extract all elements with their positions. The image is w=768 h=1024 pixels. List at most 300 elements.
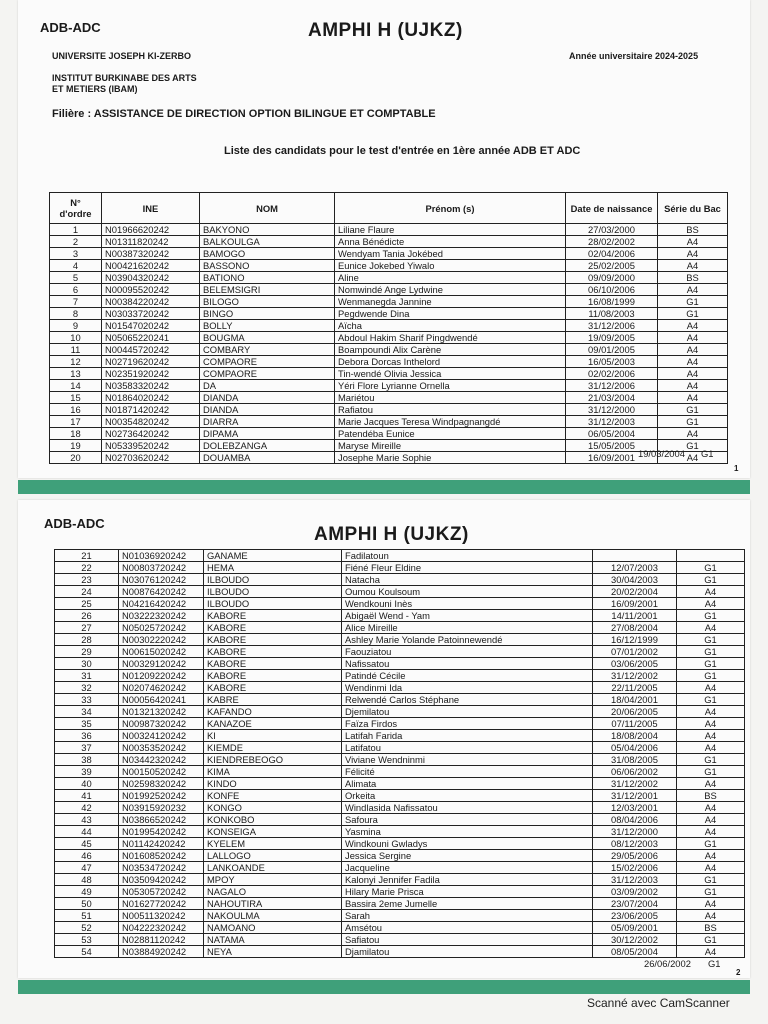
cell-prenom: Boampoundi Alix Carène	[335, 344, 566, 356]
cell-prenom: Alimata	[342, 778, 593, 790]
cell-prenom: Safoura	[342, 814, 593, 826]
cell-bac: BS	[677, 922, 745, 934]
cell-bac: A4	[677, 910, 745, 922]
cell-nom: NAKOULMA	[204, 910, 342, 922]
cell-ine: N01871420242	[102, 404, 200, 416]
cell-ine: N05065220241	[102, 332, 200, 344]
cell-ordre: 21	[55, 550, 119, 562]
cell-date: 02/04/2006	[566, 248, 658, 260]
cell-ordre: 13	[50, 368, 102, 380]
cell-ine: N05305720242	[119, 886, 204, 898]
cell-bac: G1	[677, 658, 745, 670]
cell-bac: G1	[677, 934, 745, 946]
cell-bac	[677, 550, 745, 562]
cell-date: 16/12/1999	[593, 634, 677, 646]
cell-nom: KABORE	[204, 670, 342, 682]
cell-bac: A4	[677, 622, 745, 634]
cell-prenom: Aïcha	[335, 320, 566, 332]
cell-ordre: 22	[55, 562, 119, 574]
cell-prenom: Aline	[335, 272, 566, 284]
cell-date: 20/02/2004	[593, 586, 677, 598]
cell-date: 06/10/2006	[566, 284, 658, 296]
cell-nom: DA	[200, 380, 335, 392]
table-row	[55, 694, 745, 706]
cell-prenom: Relwendé Carlos Stéphane	[342, 694, 593, 706]
column-header-date: Date de naissance	[566, 193, 658, 224]
cell-prenom: Oumou Koulsoum	[342, 586, 593, 598]
cell-ordre: 40	[55, 778, 119, 790]
cell-ine: N00324120242	[119, 730, 204, 742]
cell-prenom: Anna Bénédicte	[335, 236, 566, 248]
cell-nom: DIARRA	[200, 416, 335, 428]
scan-divider	[18, 480, 750, 494]
cell-date: 30/04/2003	[593, 574, 677, 586]
cell-nom: NEYA	[204, 946, 342, 958]
cell-nom: BILOGO	[200, 296, 335, 308]
table-row	[55, 862, 745, 874]
trailing-bac: G1	[708, 958, 721, 969]
cell-nom: KABORE	[204, 622, 342, 634]
table-row	[50, 284, 728, 296]
cell-ordre: 34	[55, 706, 119, 718]
cell-ine: N00354820242	[102, 416, 200, 428]
cell-date: 02/02/2006	[566, 368, 658, 380]
cell-nom: KANAZOE	[204, 718, 342, 730]
candidates-table-1	[49, 192, 728, 464]
cell-nom: COMBARY	[200, 344, 335, 356]
cell-bac: A4	[677, 586, 745, 598]
cell-prenom: Viviane Wendninmi	[342, 754, 593, 766]
cell-ordre: 27	[55, 622, 119, 634]
cell-ine: N00615020242	[119, 646, 204, 658]
cell-date: 21/03/2004	[566, 392, 658, 404]
cell-nom: KABRE	[204, 694, 342, 706]
cell-ine: N01209220242	[119, 670, 204, 682]
cell-date: 30/12/2002	[593, 934, 677, 946]
column-header-prenom: Prénom (s)	[335, 193, 566, 224]
cell-ordre: 18	[50, 428, 102, 440]
cell-ine: N01992520242	[119, 790, 204, 802]
cell-prenom: Tin-wendé Olivia Jessica	[335, 368, 566, 380]
cell-bac: A4	[677, 862, 745, 874]
cell-date: 12/07/2003	[593, 562, 677, 574]
cell-ine: N02074620242	[119, 682, 204, 694]
cell-bac: A4	[658, 320, 728, 332]
cell-bac: A4	[677, 826, 745, 838]
cell-nom: BINGO	[200, 308, 335, 320]
table-row	[50, 428, 728, 440]
cell-bac: G1	[658, 404, 728, 416]
trailing-date: 26/06/2002	[644, 958, 691, 969]
table-header-row	[50, 193, 728, 224]
cell-bac: A4	[658, 452, 728, 464]
cell-ine: N00987320242	[119, 718, 204, 730]
table-row	[55, 646, 745, 658]
cell-prenom: Sarah	[342, 910, 593, 922]
table-row	[55, 706, 745, 718]
cell-ordre: 2	[50, 236, 102, 248]
cell-bac: G1	[677, 874, 745, 886]
cell-bac: A4	[677, 718, 745, 730]
cell-prenom: Debora Dorcas Inthelord	[335, 356, 566, 368]
cell-bac: G1	[677, 838, 745, 850]
cell-bac: G1	[677, 694, 745, 706]
cell-date: 31/12/2000	[593, 826, 677, 838]
cell-date: 05/04/2006	[593, 742, 677, 754]
cell-ordre: 26	[55, 610, 119, 622]
cell-ine: N00095520242	[102, 284, 200, 296]
cell-ordre: 5	[50, 272, 102, 284]
cell-date: 12/03/2001	[593, 802, 677, 814]
cell-ine: N03509420242	[119, 874, 204, 886]
cell-prenom: Jacqueline	[342, 862, 593, 874]
cell-ine: N03884920242	[119, 946, 204, 958]
cell-ordre: 44	[55, 826, 119, 838]
cell-ordre: 45	[55, 838, 119, 850]
table-row	[55, 898, 745, 910]
cell-bac: A4	[677, 946, 745, 958]
cell-ordre: 35	[55, 718, 119, 730]
cell-bac: G1	[677, 766, 745, 778]
cell-date: 27/03/2000	[566, 224, 658, 236]
table-row	[55, 742, 745, 754]
cell-prenom: Djemilatou	[342, 706, 593, 718]
cell-nom: KABORE	[204, 658, 342, 670]
cell-prenom: Windlasida Nafissatou	[342, 802, 593, 814]
cell-bac: A4	[677, 598, 745, 610]
cell-ordre: 7	[50, 296, 102, 308]
cell-bac: A4	[658, 332, 728, 344]
cell-date: 25/02/2005	[566, 260, 658, 272]
cell-date: 03/06/2005	[593, 658, 677, 670]
table-row	[55, 910, 745, 922]
cell-prenom: Hilary Marie Prisca	[342, 886, 593, 898]
cell-prenom: Maryse Mireille	[335, 440, 566, 452]
cell-ordre: 37	[55, 742, 119, 754]
cell-nom: KIMA	[204, 766, 342, 778]
cell-ordre: 1	[50, 224, 102, 236]
cell-bac: A4	[677, 814, 745, 826]
cell-date: 09/09/2000	[566, 272, 658, 284]
cell-date: 31/12/2002	[593, 778, 677, 790]
cell-bac: A4	[677, 730, 745, 742]
column-header-bac: Série du Bac	[658, 193, 728, 224]
cell-ordre: 31	[55, 670, 119, 682]
cell-prenom: Wendinmi Ida	[342, 682, 593, 694]
academic-year: Année universitaire 2024-2025	[569, 51, 699, 61]
cell-ordre: 32	[55, 682, 119, 694]
cell-ine: N01627720242	[119, 898, 204, 910]
cell-date: 31/12/2006	[566, 320, 658, 332]
trailing-bac: G1	[701, 448, 714, 459]
cell-date: 31/12/2003	[566, 416, 658, 428]
cell-ine: N00387320242	[102, 248, 200, 260]
cell-prenom: Ashley Marie Yolande Patoinnewendé	[342, 634, 593, 646]
cell-prenom: Wendyam Tania Jokébed	[335, 248, 566, 260]
table-row	[55, 682, 745, 694]
cell-date: 09/01/2005	[566, 344, 658, 356]
table-row	[55, 766, 745, 778]
cell-ine: N00803720242	[119, 562, 204, 574]
cell-date: 18/04/2001	[593, 694, 677, 706]
cell-ine: N03222320242	[119, 610, 204, 622]
cell-ordre: 50	[55, 898, 119, 910]
cell-date: 20/06/2005	[593, 706, 677, 718]
cell-ine: N00876420242	[119, 586, 204, 598]
cell-prenom: Safiatou	[342, 934, 593, 946]
cell-nom: HEMA	[204, 562, 342, 574]
page-number: 1	[734, 464, 739, 473]
table-row	[55, 814, 745, 826]
cell-nom: COMPAORE	[200, 356, 335, 368]
cell-ordre: 9	[50, 320, 102, 332]
cell-date: 22/11/2005	[593, 682, 677, 694]
cell-bac: A4	[677, 898, 745, 910]
cell-date: 15/02/2006	[593, 862, 677, 874]
cell-ine: N01864020242	[102, 392, 200, 404]
cell-ine: N03866520242	[119, 814, 204, 826]
cell-prenom: Jessica Sergine	[342, 850, 593, 862]
cell-ordre: 20	[50, 452, 102, 464]
cell-prenom: Nafissatou	[342, 658, 593, 670]
table-row	[55, 922, 745, 934]
table-row	[50, 368, 728, 380]
table-row	[55, 946, 745, 958]
table-row	[55, 658, 745, 670]
cell-ordre: 24	[55, 586, 119, 598]
cell-ine: N02703620242	[102, 452, 200, 464]
cell-ine: N05339520242	[102, 440, 200, 452]
cell-date: 16/09/2001	[593, 598, 677, 610]
table-row	[55, 718, 745, 730]
cell-ine: N00150520242	[119, 766, 204, 778]
cell-nom: NAGALO	[204, 886, 342, 898]
cell-ine: N01142420242	[119, 838, 204, 850]
cell-ine: N02736420242	[102, 428, 200, 440]
cell-ordre: 11	[50, 344, 102, 356]
cell-ordre: 33	[55, 694, 119, 706]
cell-nom: DIANDA	[200, 392, 335, 404]
cell-nom: BOLLY	[200, 320, 335, 332]
cell-bac: A4	[677, 742, 745, 754]
table-row	[50, 380, 728, 392]
cell-ordre: 17	[50, 416, 102, 428]
cell-nom: BELEMSIGRI	[200, 284, 335, 296]
cell-bac: A4	[677, 802, 745, 814]
cell-prenom: Natacha	[342, 574, 593, 586]
cell-date: 23/06/2005	[593, 910, 677, 922]
cell-ine: N03076120242	[119, 574, 204, 586]
table-row	[50, 392, 728, 404]
list-title: Liste des candidats pour le test d'entrée en 1ère année ADB ET ADC	[224, 145, 581, 157]
cell-bac: G1	[658, 296, 728, 308]
table-row	[55, 634, 745, 646]
cell-ordre: 3	[50, 248, 102, 260]
cell-nom: KABORE	[204, 634, 342, 646]
cell-bac: BS	[658, 224, 728, 236]
cell-nom: ILBOUDO	[204, 586, 342, 598]
cell-bac: G1	[658, 416, 728, 428]
cell-ordre: 52	[55, 922, 119, 934]
cell-ine: N01995420242	[119, 826, 204, 838]
cell-date: 08/05/2004	[593, 946, 677, 958]
cell-nom: KABORE	[204, 682, 342, 694]
cell-bac: G1	[677, 670, 745, 682]
cell-nom: ILBOUDO	[204, 598, 342, 610]
cell-ordre: 36	[55, 730, 119, 742]
table-row	[55, 730, 745, 742]
cell-date: 08/04/2006	[593, 814, 677, 826]
cell-prenom: Marie Jacques Teresa Windpagnangdé	[335, 416, 566, 428]
document-page-2	[18, 500, 750, 978]
cell-date: 31/08/2005	[593, 754, 677, 766]
document-page-1	[18, 0, 750, 478]
page-number: 2	[736, 968, 741, 977]
cell-nom: KYELEM	[204, 838, 342, 850]
column-header-nom: NOM	[200, 193, 335, 224]
cell-nom: KIEMDE	[204, 742, 342, 754]
cell-nom: KABORE	[204, 646, 342, 658]
table-row	[50, 452, 728, 464]
cell-nom: BALKOULGA	[200, 236, 335, 248]
cell-bac: G1	[658, 308, 728, 320]
cell-ordre: 38	[55, 754, 119, 766]
cell-ordre: 15	[50, 392, 102, 404]
table-row	[50, 320, 728, 332]
cell-nom: KI	[204, 730, 342, 742]
table-row	[55, 610, 745, 622]
cell-bac: G1	[677, 646, 745, 658]
cell-date: 11/08/2003	[566, 308, 658, 320]
cell-nom: KIENDREBEOGO	[204, 754, 342, 766]
cell-nom: NAHOUTIRA	[204, 898, 342, 910]
program-code: ADB-ADC	[40, 20, 101, 35]
page-title: AMPHI H (UJKZ)	[308, 20, 463, 41]
cell-date: 31/12/2002	[593, 670, 677, 682]
cell-bac: G1	[677, 886, 745, 898]
cell-nom: BAMOGO	[200, 248, 335, 260]
cell-bac: A4	[677, 706, 745, 718]
cell-ordre: 16	[50, 404, 102, 416]
table-row	[55, 670, 745, 682]
cell-prenom: Rafiatou	[335, 404, 566, 416]
table-row	[55, 838, 745, 850]
cell-date	[593, 550, 677, 562]
institute-line-2: ET METIERS (IBAM)	[52, 84, 138, 94]
cell-ine: N05025720242	[119, 622, 204, 634]
filiere-label: Filière : ASSISTANCE DE DIRECTION OPTION BILINGUE ET COMPTABLE	[52, 108, 436, 120]
table-row	[55, 622, 745, 634]
cell-nom: NAMOANO	[204, 922, 342, 934]
cell-ine: N01321320242	[119, 706, 204, 718]
cell-nom: GANAME	[204, 550, 342, 562]
cell-ine: N00421620242	[102, 260, 200, 272]
column-header-ine: INE	[102, 193, 200, 224]
table-row	[55, 802, 745, 814]
cell-ine: N00329120242	[119, 658, 204, 670]
cell-prenom: Wendkouni Inès	[342, 598, 593, 610]
cell-nom: DIPAMA	[200, 428, 335, 440]
cell-bac: G1	[677, 634, 745, 646]
cell-date: 14/11/2001	[593, 610, 677, 622]
institute-line-1: INSTITUT BURKINABE DES ARTS	[52, 73, 197, 83]
cell-bac: G1	[677, 562, 745, 574]
cell-bac: A4	[658, 248, 728, 260]
cell-nom: KONKOBO	[204, 814, 342, 826]
cell-prenom: Fadilatoun	[342, 550, 593, 562]
cell-date: 31/12/2001	[593, 790, 677, 802]
cell-ine: N01311820242	[102, 236, 200, 248]
cell-ine: N01547020242	[102, 320, 200, 332]
cell-ordre: 51	[55, 910, 119, 922]
cell-ordre: 28	[55, 634, 119, 646]
cell-date: 19/09/2005	[566, 332, 658, 344]
cell-ine: N02881120242	[119, 934, 204, 946]
cell-prenom: Mariétou	[335, 392, 566, 404]
cell-prenom: Latifah Farida	[342, 730, 593, 742]
cell-ine: N03442320242	[119, 754, 204, 766]
table-row	[50, 272, 728, 284]
cell-prenom: Faouziatou	[342, 646, 593, 658]
cell-ine: N03534720242	[119, 862, 204, 874]
cell-prenom: Faïza Firdos	[342, 718, 593, 730]
cell-bac: A4	[658, 392, 728, 404]
cell-bac: BS	[677, 790, 745, 802]
cell-date: 31/12/2003	[593, 874, 677, 886]
cell-ine: N03583320242	[102, 380, 200, 392]
cell-date: 28/02/2002	[566, 236, 658, 248]
cell-ine: N03915920232	[119, 802, 204, 814]
cell-nom: KONGO	[204, 802, 342, 814]
cell-ine: N00445720242	[102, 344, 200, 356]
cell-ine: N00384220242	[102, 296, 200, 308]
cell-prenom: Latifatou	[342, 742, 593, 754]
cell-ine: N04222320242	[119, 922, 204, 934]
cell-nom: NATAMA	[204, 934, 342, 946]
cell-ordre: 41	[55, 790, 119, 802]
cell-ordre: 8	[50, 308, 102, 320]
table-row	[55, 934, 745, 946]
table-row	[55, 598, 745, 610]
cell-ordre: 53	[55, 934, 119, 946]
cell-date: 06/05/2004	[566, 428, 658, 440]
table-row	[50, 308, 728, 320]
table-row	[50, 296, 728, 308]
cell-bac: G1	[677, 574, 745, 586]
cell-prenom: Pegdwende Dina	[335, 308, 566, 320]
cell-nom: DOUAMBA	[200, 452, 335, 464]
cell-prenom: Patendéba Eunice	[335, 428, 566, 440]
table-row	[55, 574, 745, 586]
page-title: AMPHI H (UJKZ)	[314, 524, 469, 545]
table-row	[55, 550, 745, 562]
table-row	[55, 874, 745, 886]
table-row	[55, 562, 745, 574]
cell-ine: N00302220242	[119, 634, 204, 646]
cell-nom: KONFE	[204, 790, 342, 802]
cell-date: 07/01/2002	[593, 646, 677, 658]
cell-prenom: Abdoul Hakim Sharif Pingdwendé	[335, 332, 566, 344]
cell-bac: A4	[658, 284, 728, 296]
cell-bac: A4	[677, 850, 745, 862]
cell-prenom: Wenmanegda Jannine	[335, 296, 566, 308]
cell-ine: N03904320242	[102, 272, 200, 284]
table-row	[50, 440, 728, 452]
cell-ordre: 54	[55, 946, 119, 958]
cell-nom: KABORE	[204, 610, 342, 622]
cell-ordre: 25	[55, 598, 119, 610]
table-row	[55, 778, 745, 790]
